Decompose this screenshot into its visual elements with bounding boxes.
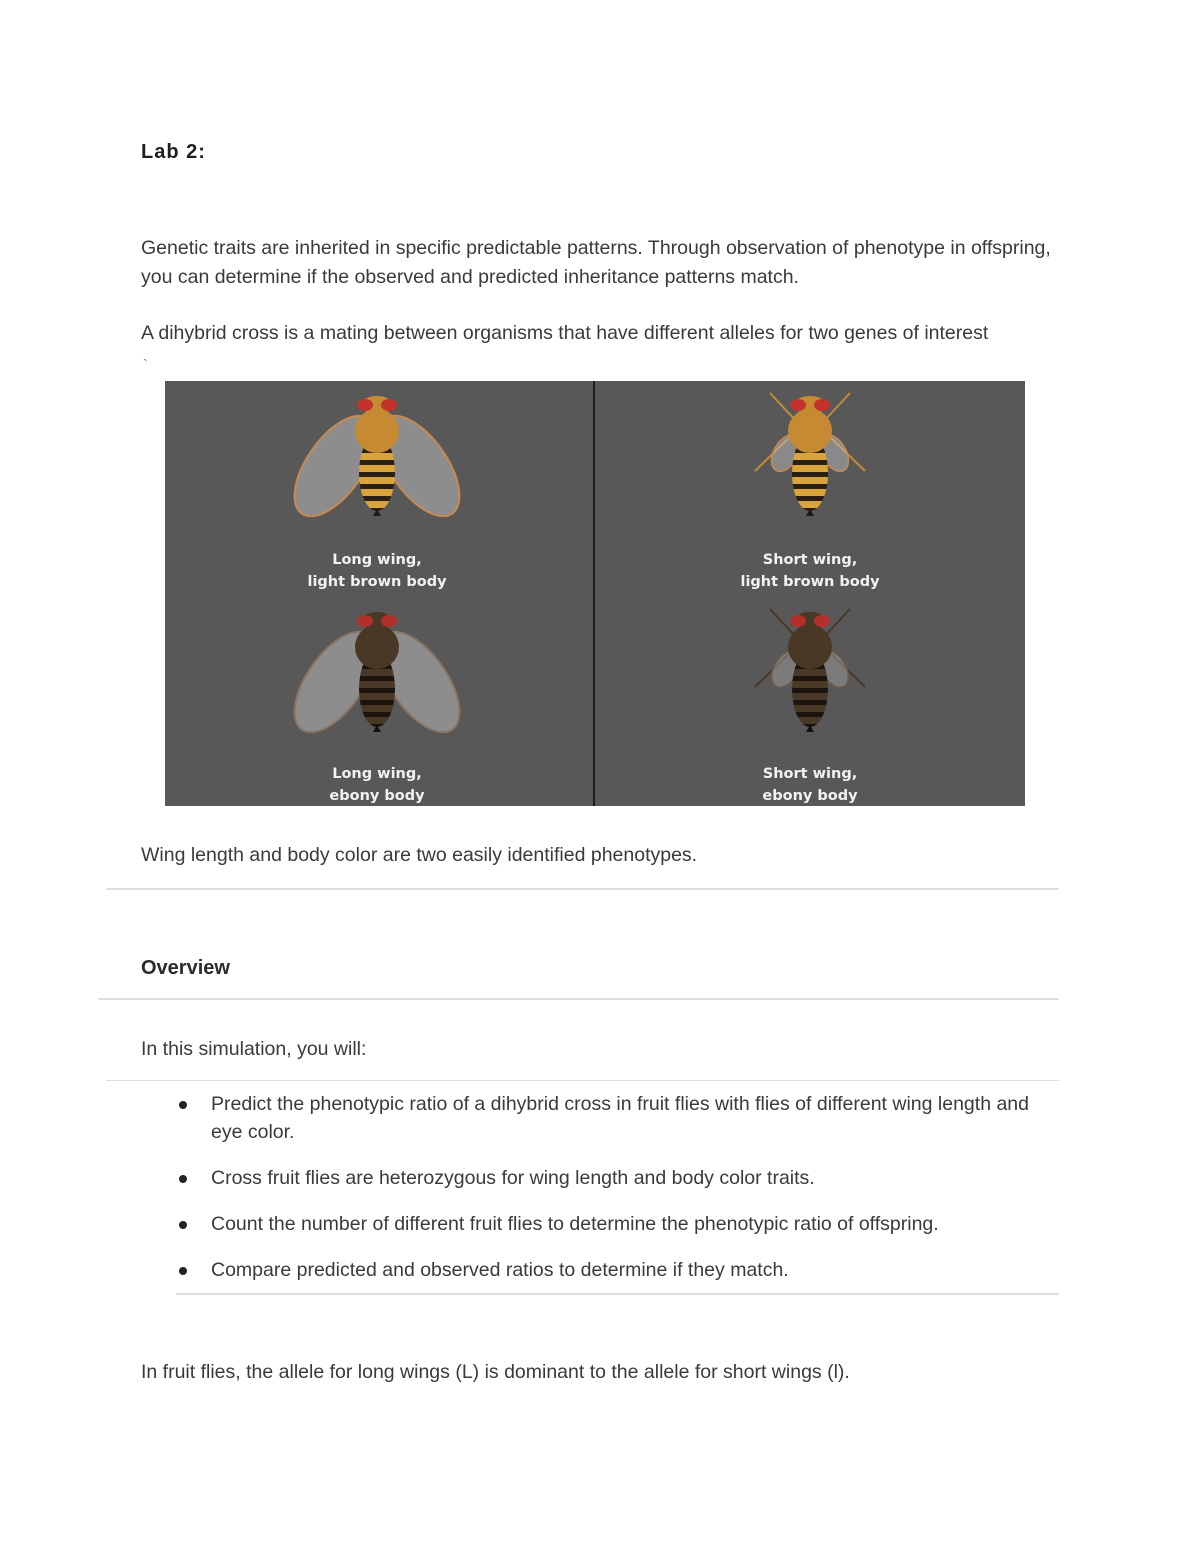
caption-long-wing-light-body: Long wing, light brown body [307,552,447,590]
page-title: Lab 2: [141,141,206,163]
overview-heading: Overview [141,957,230,979]
bullet-icon [179,1267,187,1275]
list-item: Predict the phenotypic ratio of a dihybrid cross in fruit flies with flies of different wing length and eye color. [176,1090,1058,1146]
list-item: Count the number of different fruit flies to determine the phenotypic ratio of offspring. [176,1210,1058,1238]
fly-illustrations [165,381,1025,806]
overview-lead: In this simulation, you will: [141,1038,367,1060]
fly-long-wing-ebony-body [279,612,475,746]
list-item: Compare predicted and observed ratios to determine if they match. [176,1256,1058,1284]
caption-short-wing-light-body: Short wing, light brown body [740,552,880,590]
closing-paragraph: In fruit flies, the allele for long wings (L) is dominant to the allele for short wings (l). [141,1361,850,1383]
caption-long-wing-ebony-body: Long wing, ebony body [329,766,425,804]
caption-short-wing-ebony-body: Short wing, ebony body [762,766,858,804]
figure-note: Wing length and body color are two easily identified phenotypes. [141,844,698,866]
divider-3a [106,1080,176,1081]
fruit-fly-phenotype-figure [165,381,1025,806]
fly-long-wing-light-body [279,396,475,530]
figure-divider [593,381,595,806]
divider-4 [176,1293,1059,1295]
divider-3b [176,1080,1059,1081]
intro-paragraph: Genetic traits are inherited in specific predictable patterns. Through observation of phenotype in offspring, you can determine if the observed and predicted inheritance patterns match. [141,237,1051,288]
dihybrid-definition: A dihybrid cross is a mating between organisms that have different alleles for two genes of interest [141,322,989,344]
bullet-icon [179,1175,187,1183]
bullet-icon [179,1221,187,1229]
stray-mark: ` [143,356,148,372]
overview-list [176,1090,1058,1302]
divider-1 [106,888,1059,890]
list-item: Cross fruit flies are heterozygous for wing length and body color traits. [176,1164,1058,1192]
fly-short-wing-light-body [755,393,865,516]
divider-2 [98,998,1059,1000]
bullet-icon [179,1101,187,1109]
fly-short-wing-ebony-body [755,609,865,732]
